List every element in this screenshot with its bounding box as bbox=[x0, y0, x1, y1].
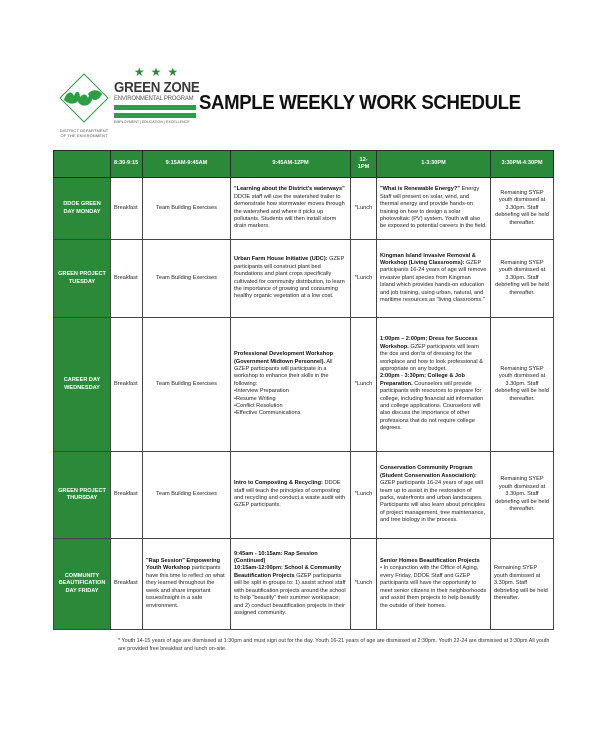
activity-title: "Rap Session" Empowering Youth Workshop bbox=[146, 558, 220, 572]
day-label: COMMUNITY BEAUTIFICATION DAY FRIDAY bbox=[54, 539, 111, 630]
activity-body: DDOE staff will use the watershed trailer to demonstrate how stormwater moves through the watershed and where it picks up pollutants. Students will then install storm drain markers. bbox=[234, 193, 345, 230]
activity-title: Intro to Composting & Recycling: bbox=[234, 480, 323, 487]
table-row-wednesday bbox=[54, 318, 554, 452]
activity-body: All GZEP participants will participate in a workshop to enhance their skills in the following: bbox=[234, 358, 333, 387]
cell-1530: Remaining SYEP youth dismissed at 3.30pm. Staff debriefing will be held thereafter. bbox=[491, 318, 554, 452]
day-label: GREEN PROJECT TUESDAY bbox=[54, 240, 111, 318]
cell-0915: Team Building Exercises bbox=[143, 240, 231, 318]
cell-0915: Team Building Exercises bbox=[143, 452, 231, 539]
activity-body: GZEP participants will construct plant bed foundations and plant crops specifically cultivated for community distribution, to learn the importance of growing and consuming healthy organic vegetation at a low cost. bbox=[234, 256, 345, 300]
activity-title-2: 10:15am-12:00pm: School & Community Beautification Projects bbox=[234, 565, 341, 579]
activity-title: Urban Farm House Initiative (UDC): bbox=[234, 256, 328, 263]
column-header-0830: 8:30-9:15 bbox=[111, 151, 143, 178]
activity-body: GZEP participants 16-24 years of age will team up to assist in the restoration of parks, waterfronts and urban landscapes. Participants will also learn about principles of project management, tree maintenance, and tree biology in the process. bbox=[380, 480, 486, 524]
column-header-day bbox=[54, 151, 111, 178]
cell-0915 bbox=[143, 539, 231, 630]
cell-0830: Breakfast bbox=[111, 539, 143, 630]
list-item: • Interview Preparation bbox=[234, 388, 347, 395]
activity-body: GZEP participants will learn the dos and don'ts of dressing for the workplace and how to look professional & appropriate on any budget. bbox=[380, 343, 483, 372]
cell-lunch: *Lunch bbox=[351, 539, 377, 630]
cell-lunch: *Lunch bbox=[351, 452, 377, 539]
program-name: GREEN ZONE bbox=[114, 80, 200, 96]
activity-title: Conservation Community Program (Student Conservation Association): bbox=[380, 465, 477, 479]
header-row bbox=[54, 151, 554, 178]
day-label: GREEN PROJECT THURSDAY bbox=[54, 452, 111, 539]
activity-body: participants have this time to reflect on what they learned throughout the week and share important issues/insight in a safe environment. bbox=[146, 565, 225, 609]
cell-13 bbox=[377, 240, 491, 318]
activity-title: 9:45am - 10:15am: Rap Session (Continued) bbox=[234, 550, 318, 565]
skills-list bbox=[234, 388, 347, 418]
activity-body-2: GZEP participants will be split in groups to: 1) assist school staff with beautification projects around the school to help "beautify" their summer workspace; and 2) conduct beautification projects in their assigned community. bbox=[234, 572, 346, 616]
cell-1530: Remaining SYEP youth dismissed at 3.30pm. Staff debriefing will be held thereafter. bbox=[491, 452, 554, 539]
column-header-0945: 9:45AM-12PM bbox=[231, 151, 351, 178]
cell-lunch: *Lunch bbox=[351, 178, 377, 240]
activity-title: Senior Homes Beautification Projects bbox=[380, 558, 480, 565]
stars-icon: ★★★ bbox=[133, 65, 185, 79]
cell-0830: Breakfast bbox=[111, 452, 143, 539]
cell-1530: Remaining SYEP youth dismissed at 3.30pm. Staff debriefing will be held thereafter. bbox=[491, 178, 554, 240]
table-row-thursday bbox=[54, 452, 554, 539]
day-label: CAREER DAY WEDNESDAY bbox=[54, 318, 111, 452]
day-label: DDOE GREEN DAY MONDAY bbox=[54, 178, 111, 240]
column-header-13: 1-3:30PM bbox=[377, 151, 491, 178]
activity-title: Professional Development Workshop (Government Midtown Personnel). bbox=[234, 351, 334, 365]
cell-0915: Team Building Exercises bbox=[143, 318, 231, 452]
cell-0945 bbox=[231, 178, 351, 240]
program-subtitle: ENVIRONMENTAL PROGRAM bbox=[114, 96, 194, 102]
list-item: • Conflict Resolution bbox=[234, 403, 347, 410]
page-title: SAMPLE WEEKLY WORK SCHEDULE bbox=[199, 92, 521, 114]
cell-0915: Team Building Exercises bbox=[143, 178, 231, 240]
cell-13 bbox=[377, 318, 491, 452]
green-zone-logo bbox=[114, 66, 200, 124]
cell-0945 bbox=[231, 240, 351, 318]
logo-area bbox=[58, 66, 198, 146]
cell-lunch: *Lunch bbox=[351, 240, 377, 318]
table-row-monday bbox=[54, 178, 554, 240]
cell-0830: Breakfast bbox=[111, 318, 143, 452]
activity-title-2: 2:00pm - 3:30pm; College & Job Preparation. bbox=[380, 373, 465, 387]
activity-body: DDOE staff will teach the principles of composting and recycling and conduct a waste audit with GZEP participants. bbox=[234, 480, 346, 509]
cell-0945 bbox=[231, 452, 351, 539]
column-header-0915: 9:15AM-9:45AM bbox=[143, 151, 231, 178]
program-tagline: EMPLOYMENT | EDUCATION | EXCELLENCE bbox=[114, 120, 190, 124]
table-row-tuesday bbox=[54, 240, 554, 318]
activity-title: 1:00pm – 2:00pm; Dress for Success Workshop. bbox=[380, 336, 478, 350]
activity-body: Energy Staff will present on solar, wind, and thermal energy and provide hands-on training on how to design a solar photovoltaic (PV) system. Youth will also be exposed to potential careers in the field. bbox=[380, 186, 487, 230]
cell-13 bbox=[377, 178, 491, 240]
activity-title: "Learning about the District's waterways" bbox=[234, 186, 345, 193]
department-caption: DISTRICT DEPARTMENT OF THE ENVIRONMENT bbox=[59, 128, 109, 138]
column-header-12: 12-1PM bbox=[351, 151, 377, 178]
schedule-table bbox=[53, 150, 554, 630]
cell-0830: Breakfast bbox=[111, 178, 143, 240]
cell-1530: Remaining SYEP youth dismissed at 3.30pm. Staff debriefing will be held thereafter. bbox=[491, 240, 554, 318]
activity-body-2: Counselors will provide participants with resources to prepare for college, including financial aid information and college applications. Counselors will also discuss the importance of other professions that do not require college degrees. bbox=[380, 380, 484, 432]
cell-1530: Remaining SYEP youth dismissed at 3.30pm. Staff debriefing will be held thereafter. bbox=[491, 539, 554, 630]
cell-0945 bbox=[231, 539, 351, 630]
cell-13 bbox=[377, 539, 491, 630]
cell-lunch: *Lunch bbox=[351, 318, 377, 452]
list-item: • Effective Communications bbox=[234, 410, 347, 417]
table-row-friday bbox=[54, 539, 554, 630]
activity-body: GZEP participants 16-24 years of age will remove invasive plant species from Kingman Island which provides hands-on education and job training, using urban, natural, and maritime resources as "living classrooms." bbox=[380, 259, 487, 304]
cell-0830: Breakfast bbox=[111, 240, 143, 318]
footnote: * Youth 14-15 years of age are dismissed at 1:30pm and must sign out for the day. Youth 16-21 years of age are dismissed at 2:30pm. Youth 22-24 are dismissed at 3:30pm All youth are provided free breakfast and lunch on-site. bbox=[118, 638, 550, 652]
activity-title: "What is Renewable Energy?" bbox=[380, 186, 460, 193]
cell-13 bbox=[377, 452, 491, 539]
list-item: • Resume Writing bbox=[234, 396, 347, 403]
column-header-1530: 3:30PM-4:30PM bbox=[491, 151, 554, 178]
activity-body: • In conjunction with the Office of Aging, every Friday, DDOE Staff and GZEP participants will have the opportunity to meet senior citizens in their neighborhoods and assist them projects to help beautify the outside of their homes. bbox=[380, 565, 487, 609]
dc-map-birds-icon bbox=[58, 72, 110, 132]
activity-title: Kingman Island Invasive Removal & Workshop (Living Classrooms): bbox=[380, 252, 476, 266]
cell-0945 bbox=[231, 318, 351, 452]
logo-bar-bottom bbox=[114, 113, 196, 118]
logo-bar-top bbox=[114, 105, 196, 110]
